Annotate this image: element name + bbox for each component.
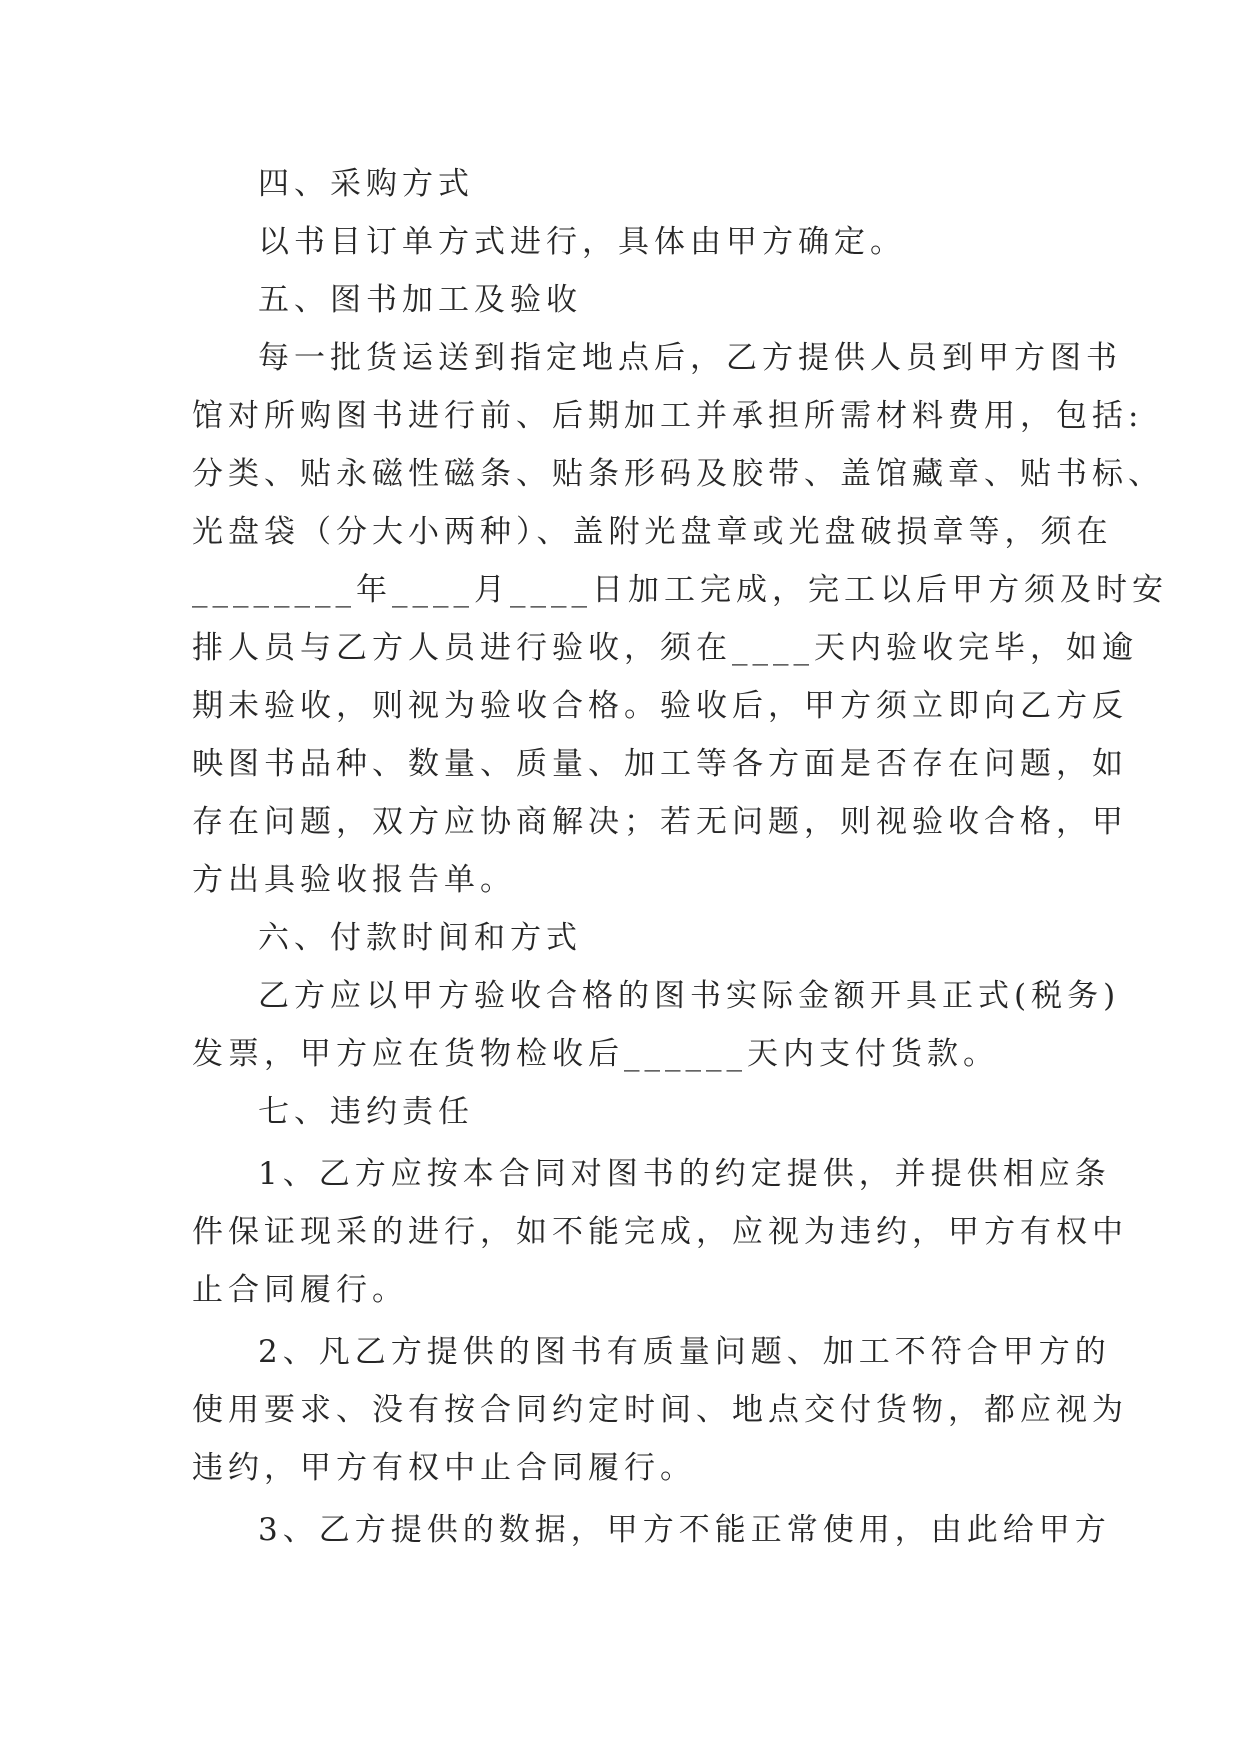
section-heading-breach-liability: 七、违约责任 — [258, 1094, 474, 1130]
paragraph-line: 排人员与乙方人员进行验收，须在____天内验收完毕，如逾 — [192, 630, 1138, 666]
clause-2-line: 2、凡乙方提供的图书有质量问题、加工不符合甲方的 — [258, 1334, 1111, 1370]
clause-1-line: 止合同履行。 — [192, 1272, 408, 1308]
paragraph-line: 映图书品种、数量、质量、加工等各方面是否存在问题，如 — [192, 746, 1128, 782]
document-body — [192, 155, 1168, 1559]
clause-1-line: 1、乙方应按本合同对图书的约定提供，并提供相应条 — [258, 1156, 1111, 1192]
paragraph-line: 每一批货运送到指定地点后，乙方提供人员到甲方图书 — [258, 340, 1122, 376]
clause-2-line: 使用要求、没有按合同约定时间、地点交付货物，都应视为 — [192, 1392, 1128, 1428]
section-heading-payment: 六、付款时间和方式 — [258, 920, 582, 956]
paragraph-line: 分类、贴永磁性磁条、贴条形码及胶带、盖馆藏章、贴书标、 — [192, 456, 1164, 492]
paragraph-line: 方出具验收报告单。 — [192, 862, 516, 898]
paragraph-line: 馆对所购图书进行前、后期加工并承担所需材料费用，包括: — [192, 398, 1144, 434]
paragraph-line: 存在问题，双方应协商解决；若无问题，则视验收合格，甲 — [192, 804, 1128, 840]
paragraph-line: 期未验收，则视为验收合格。验收后，甲方须立即向乙方反 — [192, 688, 1128, 724]
paragraph-line: 以书目订单方式进行，具体由甲方确定。 — [258, 224, 906, 260]
clause-3-line: 3、乙方提供的数据，甲方不能正常使用，由此给甲方 — [258, 1512, 1111, 1548]
section-heading-purchase-method: 四、采购方式 — [258, 166, 474, 202]
paragraph-line-date-blanks: ________年____月____日加工完成，完工以后甲方须及时安 — [192, 572, 1168, 608]
paragraph-line: 光盘袋（分大小两种）、盖附光盘章或光盘破损章等，须在 — [192, 514, 1113, 550]
clause-1-line: 件保证现采的进行，如不能完成，应视为违约，甲方有权中 — [192, 1214, 1128, 1250]
clause-2-line: 违约，甲方有权中止合同履行。 — [192, 1450, 696, 1486]
paragraph-line: 乙方应以甲方验收合格的图书实际金额开具正式(税务) — [258, 978, 1121, 1014]
paragraph-line: 发票，甲方应在货物检收后______天内支付货款。 — [192, 1036, 999, 1072]
section-heading-processing-acceptance: 五、图书加工及验收 — [258, 282, 582, 318]
